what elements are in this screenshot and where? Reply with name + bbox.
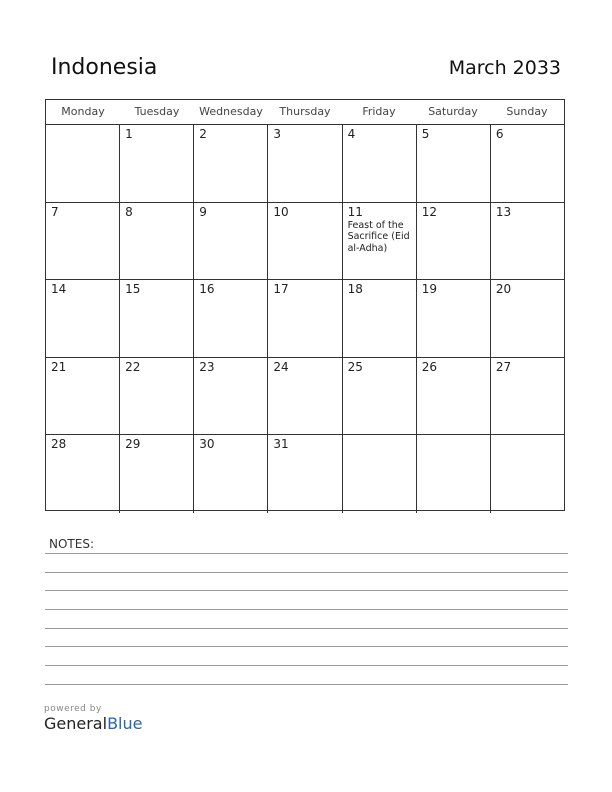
day-number: 10 <box>273 204 289 219</box>
day-cell[interactable] <box>490 358 564 435</box>
day-number: 25 <box>347 359 363 374</box>
weekday-label: Saturday <box>428 105 478 118</box>
day-cell[interactable] <box>342 435 416 513</box>
day-cell[interactable] <box>46 358 119 435</box>
day-cell[interactable] <box>193 125 267 202</box>
day-cell[interactable] <box>267 125 341 202</box>
day-number: 6 <box>495 127 504 141</box>
month-title: March 2033 <box>448 57 561 79</box>
day-cell[interactable] <box>490 125 564 202</box>
note-line <box>45 684 568 685</box>
day-cell[interactable] <box>342 280 416 357</box>
day-number: 21 <box>51 359 67 374</box>
day-cell[interactable] <box>416 203 490 280</box>
weekday-label: Monday <box>61 105 105 118</box>
day-number: 18 <box>347 282 363 296</box>
day-cell[interactable] <box>267 280 341 357</box>
day-cell[interactable] <box>119 125 193 202</box>
powered-by-text: powered by <box>44 704 102 714</box>
day-number: 29 <box>125 437 141 451</box>
day-number: 7 <box>51 204 59 219</box>
day-number: 2 <box>199 127 207 141</box>
day-cell[interactable] <box>490 203 564 280</box>
day-cell[interactable] <box>119 358 193 435</box>
day-cell[interactable] <box>267 435 341 513</box>
day-cell[interactable] <box>267 358 341 435</box>
day-number: 26 <box>421 359 437 374</box>
day-cell[interactable] <box>193 203 267 280</box>
note-line <box>45 609 568 610</box>
brand-wordmark <box>44 714 142 733</box>
day-number: 11 <box>347 204 363 219</box>
day-number: 17 <box>273 282 289 296</box>
day-number: 24 <box>273 359 289 374</box>
day-number: 30 <box>199 437 215 451</box>
day-cell[interactable] <box>193 280 267 357</box>
day-number: 5 <box>421 127 430 141</box>
day-number: 8 <box>125 204 133 219</box>
day-number: 9 <box>199 204 207 219</box>
day-cell[interactable] <box>46 435 119 513</box>
note-line <box>45 665 568 666</box>
day-cell[interactable] <box>342 203 416 280</box>
day-number: 12 <box>421 204 437 219</box>
day-cell[interactable] <box>46 203 119 280</box>
day-cell[interactable] <box>342 358 416 435</box>
day-cell[interactable] <box>490 435 564 513</box>
day-cell[interactable] <box>46 280 119 357</box>
day-number: 14 <box>51 282 67 296</box>
day-number: 4 <box>347 127 356 141</box>
weekday-label: Thursday <box>279 105 331 118</box>
day-number: 19 <box>421 282 437 296</box>
week-row <box>46 358 564 436</box>
weekday-label: Wednesday <box>199 105 263 118</box>
day-number: 28 <box>51 437 67 451</box>
week-row <box>46 125 564 203</box>
day-number: 31 <box>273 437 289 451</box>
note-line <box>45 628 568 629</box>
weekday-label: Friday <box>362 105 396 118</box>
brand-blue: Blue <box>107 714 143 733</box>
day-cell[interactable] <box>490 280 564 357</box>
holiday-label: Feast of the Sacrifice (Eid al-Adha) <box>347 219 410 254</box>
day-cell[interactable] <box>416 125 490 202</box>
calendar-grid <box>45 99 565 511</box>
note-line <box>45 646 568 647</box>
note-line <box>45 553 568 554</box>
weekday-header <box>46 100 564 125</box>
day-cell[interactable] <box>193 358 267 435</box>
weekday-label: Tuesday <box>134 105 180 118</box>
day-number: 15 <box>125 282 141 296</box>
day-cell[interactable] <box>193 435 267 513</box>
day-number: 27 <box>495 359 512 374</box>
day-cell[interactable] <box>342 125 416 202</box>
weekday-label: Sunday <box>506 105 548 118</box>
day-number: 3 <box>273 127 282 141</box>
country-title: Indonesia <box>51 55 158 80</box>
day-cell[interactable] <box>267 203 341 280</box>
week-row <box>46 203 564 281</box>
brand-general: General <box>44 714 108 733</box>
day-number: 13 <box>495 204 512 219</box>
day-number: 23 <box>199 359 215 374</box>
day-cell[interactable] <box>46 125 119 202</box>
day-number: 22 <box>125 359 141 374</box>
day-number: 20 <box>495 282 512 296</box>
day-cell[interactable] <box>416 358 490 435</box>
day-cell[interactable] <box>119 280 193 357</box>
note-line <box>45 590 568 591</box>
week-row <box>46 435 564 513</box>
brand-logo <box>44 704 142 733</box>
day-cell[interactable] <box>119 203 193 280</box>
day-cell[interactable] <box>119 435 193 513</box>
note-line <box>45 572 568 573</box>
day-cell[interactable] <box>416 435 490 513</box>
day-cell[interactable] <box>416 280 490 357</box>
day-number: 1 <box>125 127 133 141</box>
notes-label: NOTES: <box>49 537 94 551</box>
week-row <box>46 280 564 358</box>
day-number: 16 <box>199 282 215 296</box>
